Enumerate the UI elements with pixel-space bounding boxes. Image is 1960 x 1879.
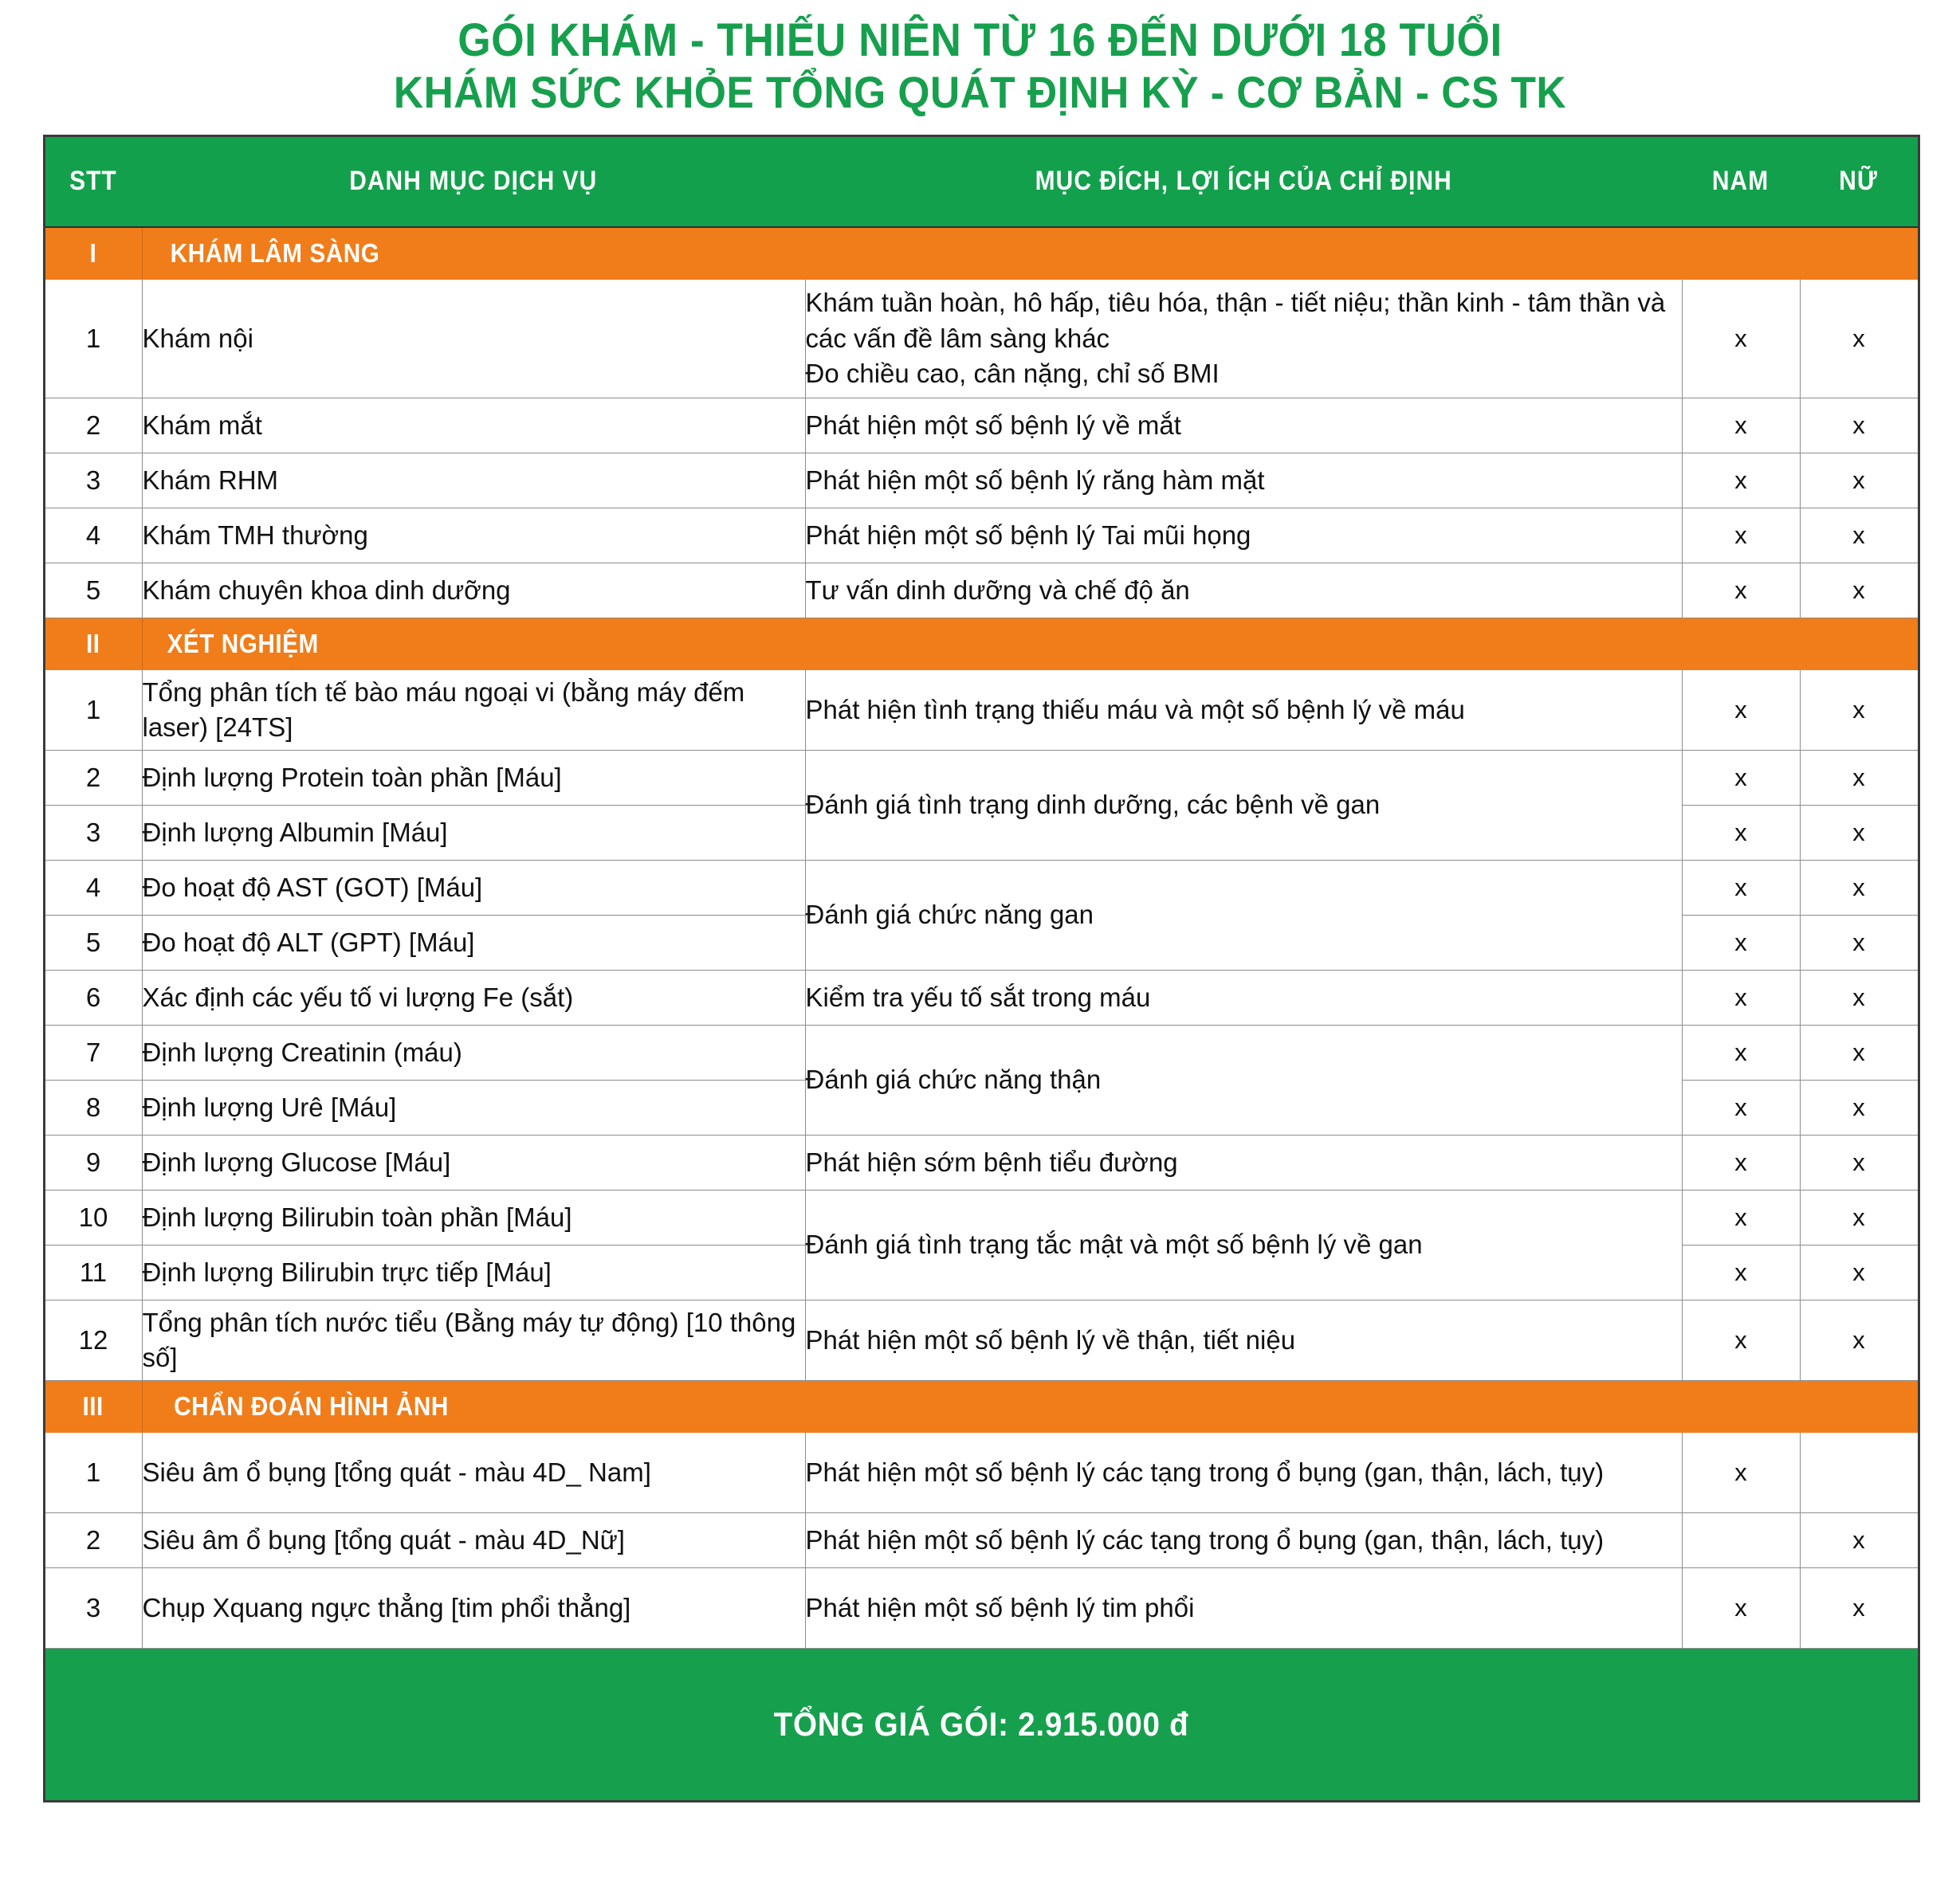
table-row <box>44 279 1919 398</box>
cell-purpose: Kiểm tra yếu tố sắt trong máu <box>805 970 1682 1025</box>
cell-purpose: Tư vấn dinh dưỡng và chế độ ăn <box>805 563 1682 618</box>
cell-stt: 1 <box>44 1432 142 1512</box>
table-row <box>44 1190 1919 1245</box>
cell-service-name: Định lượng Protein toàn phần [Máu] <box>142 750 805 805</box>
table-row <box>44 1135 1919 1190</box>
table-row <box>44 860 1919 915</box>
cell-male-mark: x <box>1682 1300 1800 1380</box>
cell-male-mark: x <box>1682 398 1800 453</box>
section-header-row <box>44 1380 1919 1432</box>
table-body <box>44 227 1919 1649</box>
section-label: XÉT NGHIỆM <box>142 618 805 669</box>
cell-service-name: Khám nội <box>142 279 805 398</box>
table-row <box>44 563 1919 618</box>
cell-female-mark: x <box>1800 563 1919 618</box>
section-blank-purpose <box>805 618 1682 669</box>
cell-service-name: Siêu âm ổ bụng [tổng quát - màu 4D_ Nam] <box>142 1432 805 1512</box>
section-label: CHẨN ĐOÁN HÌNH ẢNH <box>142 1380 805 1432</box>
cell-male-mark: x <box>1682 970 1800 1025</box>
section-blank-female <box>1800 1380 1919 1432</box>
cell-female-mark: x <box>1800 970 1919 1025</box>
cell-female-mark: x <box>1800 508 1919 563</box>
cell-service-name: Định lượng Bilirubin toàn phần [Máu] <box>142 1190 805 1245</box>
cell-stt: 6 <box>44 970 142 1025</box>
section-numeral: III <box>44 1380 142 1432</box>
cell-service-name: Tổng phân tích tế bào máu ngoại vi (bằng máy đếm laser) [24TS] <box>142 669 805 750</box>
cell-service-name: Định lượng Creatinin (máu) <box>142 1025 805 1080</box>
cell-service-name: Xác định các yếu tố vi lượng Fe (sắt) <box>142 970 805 1025</box>
cell-purpose: Phát hiện một số bệnh lý về mắt <box>805 398 1682 453</box>
cell-male-mark: x <box>1682 453 1800 508</box>
table-foot <box>44 1648 1919 1801</box>
cell-stt: 10 <box>44 1190 142 1245</box>
cell-service-name: Khám chuyên khoa dinh dưỡng <box>142 563 805 618</box>
cell-stt: 11 <box>44 1245 142 1300</box>
cell-female-mark: x <box>1800 805 1919 860</box>
section-blank-female <box>1800 227 1919 280</box>
table-row <box>44 1432 1919 1512</box>
table-row <box>44 508 1919 563</box>
cell-stt: 4 <box>44 860 142 915</box>
cell-service-name: Đo hoạt độ AST (GOT) [Máu] <box>142 860 805 915</box>
cell-purpose: Phát hiện sớm bệnh tiểu đường <box>805 1135 1682 1190</box>
cell-stt: 3 <box>44 453 142 508</box>
cell-stt: 1 <box>44 279 142 398</box>
section-header-row <box>44 227 1919 280</box>
table-row <box>44 1025 1919 1080</box>
cell-male-mark: x <box>1682 1080 1800 1135</box>
total-price-cell: TỔNG GIÁ GÓI: 2.915.000 đ <box>44 1648 1919 1801</box>
page-title <box>0 0 1960 117</box>
table-head <box>44 135 1919 227</box>
services-table <box>43 135 1920 1803</box>
cell-male-mark <box>1682 1512 1800 1567</box>
section-blank-male <box>1682 227 1800 280</box>
cell-service-name: Khám RHM <box>142 453 805 508</box>
cell-stt: 9 <box>44 1135 142 1190</box>
table-row <box>44 1512 1919 1567</box>
cell-female-mark: x <box>1800 860 1919 915</box>
cell-service-name: Đo hoạt độ ALT (GPT) [Máu] <box>142 915 805 970</box>
section-numeral: II <box>44 618 142 669</box>
cell-male-mark: x <box>1682 669 1800 750</box>
section-numeral: I <box>44 227 142 280</box>
cell-service-name: Định lượng Bilirubin trực tiếp [Máu] <box>142 1245 805 1300</box>
cell-female-mark: x <box>1800 1025 1919 1080</box>
cell-female-mark: x <box>1800 453 1919 508</box>
section-blank-male <box>1682 1380 1800 1432</box>
cell-service-name: Chụp Xquang ngực thẳng [tim phổi thẳng] <box>142 1567 805 1648</box>
cell-stt: 3 <box>44 805 142 860</box>
cell-male-mark: x <box>1682 1135 1800 1190</box>
cell-male-mark: x <box>1682 750 1800 805</box>
cell-service-name: Tổng phân tích nước tiểu (Bằng máy tự động) [10 thông số] <box>142 1300 805 1380</box>
cell-service-name: Siêu âm ổ bụng [tổng quát - màu 4D_Nữ] <box>142 1512 805 1567</box>
cell-purpose: Phát hiện một số bệnh lý răng hàm mặt <box>805 453 1682 508</box>
cell-stt: 2 <box>44 1512 142 1567</box>
cell-purpose: Phát hiện một số bệnh lý các tạng trong ổ bụng (gan, thận, lách, tụy) <box>805 1432 1682 1512</box>
cell-stt: 4 <box>44 508 142 563</box>
col-header-purpose: MỤC ĐÍCH, LỢI ÍCH CỦA CHỈ ĐỊNH <box>805 135 1682 227</box>
cell-female-mark: x <box>1800 915 1919 970</box>
cell-stt: 2 <box>44 750 142 805</box>
services-table-wrap <box>43 135 1918 1803</box>
cell-male-mark: x <box>1682 1567 1800 1648</box>
cell-stt: 5 <box>44 563 142 618</box>
cell-purpose: Đánh giá chức năng thận <box>805 1025 1682 1135</box>
table-row <box>44 669 1919 750</box>
col-header-male: NAM <box>1682 135 1800 227</box>
cell-purpose: Phát hiện tình trạng thiếu máu và một số bệnh lý về máu <box>805 669 1682 750</box>
cell-purpose: Khám tuần hoàn, hô hấp, tiêu hóa, thận - tiết niệu; thần kinh - tâm thần và các vấn đề lâm sàng khác Đo chiều cao, cân nặng, chỉ số BMI <box>805 279 1682 398</box>
cell-female-mark: x <box>1800 669 1919 750</box>
total-price-row <box>44 1648 1919 1801</box>
cell-purpose: Phát hiện một số bệnh lý Tai mũi họng <box>805 508 1682 563</box>
cell-female-mark: x <box>1800 1512 1919 1567</box>
section-blank-female <box>1800 618 1919 669</box>
cell-male-mark: x <box>1682 805 1800 860</box>
section-blank-male <box>1682 618 1800 669</box>
cell-purpose: Phát hiện một số bệnh lý các tạng trong ổ bụng (gan, thận, lách, tụy) <box>805 1512 1682 1567</box>
cell-female-mark: x <box>1800 1190 1919 1245</box>
cell-service-name: Định lượng Albumin [Máu] <box>142 805 805 860</box>
section-blank-purpose <box>805 227 1682 280</box>
cell-male-mark: x <box>1682 1432 1800 1512</box>
cell-stt: 2 <box>44 398 142 453</box>
cell-service-name: Định lượng Urê [Máu] <box>142 1080 805 1135</box>
table-row <box>44 750 1919 805</box>
cell-stt: 1 <box>44 669 142 750</box>
table-row <box>44 1567 1919 1648</box>
col-header-female: NỮ <box>1800 135 1919 227</box>
cell-female-mark: x <box>1800 1080 1919 1135</box>
cell-purpose: Đánh giá chức năng gan <box>805 860 1682 970</box>
cell-stt: 8 <box>44 1080 142 1135</box>
table-row <box>44 970 1919 1025</box>
table-row <box>44 453 1919 508</box>
section-label: KHÁM LÂM SÀNG <box>142 227 805 280</box>
cell-female-mark: x <box>1800 1567 1919 1648</box>
table-header-row <box>44 135 1919 227</box>
cell-male-mark: x <box>1682 563 1800 618</box>
table-row <box>44 398 1919 453</box>
cell-male-mark: x <box>1682 860 1800 915</box>
cell-male-mark: x <box>1682 1190 1800 1245</box>
cell-stt: 12 <box>44 1300 142 1380</box>
cell-purpose: Phát hiện một số bệnh lý về thận, tiết niệu <box>805 1300 1682 1380</box>
cell-stt: 5 <box>44 915 142 970</box>
cell-purpose: Đánh giá tình trạng dinh dưỡng, các bệnh về gan <box>805 750 1682 860</box>
cell-female-mark: x <box>1800 750 1919 805</box>
cell-stt: 7 <box>44 1025 142 1080</box>
page-title-line-1: GÓI KHÁM - THIẾU NIÊN TỪ 16 ĐẾN DƯỚI 18 TUỔI <box>458 14 1502 66</box>
page-title-line-2: KHÁM SỨC KHỎE TỔNG QUÁT ĐỊNH KỲ - CƠ BẢN - CS TK <box>393 66 1567 117</box>
cell-service-name: Khám TMH thường <box>142 508 805 563</box>
cell-female-mark: x <box>1800 279 1919 398</box>
col-header-service-name: DANH MỤC DỊCH VỤ <box>142 135 805 227</box>
cell-female-mark <box>1800 1432 1919 1512</box>
cell-female-mark: x <box>1800 1245 1919 1300</box>
cell-female-mark: x <box>1800 1300 1919 1380</box>
cell-service-name: Định lượng Glucose [Máu] <box>142 1135 805 1190</box>
cell-female-mark: x <box>1800 398 1919 453</box>
section-blank-purpose <box>805 1380 1682 1432</box>
cell-male-mark: x <box>1682 279 1800 398</box>
col-header-stt: STT <box>44 135 142 227</box>
cell-service-name: Khám mắt <box>142 398 805 453</box>
cell-purpose: Đánh giá tình trạng tắc mật và một số bệnh lý về gan <box>805 1190 1682 1300</box>
cell-male-mark: x <box>1682 508 1800 563</box>
section-header-row <box>44 618 1919 669</box>
cell-purpose: Phát hiện một số bệnh lý tim phổi <box>805 1567 1682 1648</box>
table-row <box>44 1300 1919 1380</box>
cell-male-mark: x <box>1682 1245 1800 1300</box>
cell-stt: 3 <box>44 1567 142 1648</box>
cell-female-mark: x <box>1800 1135 1919 1190</box>
cell-male-mark: x <box>1682 915 1800 970</box>
cell-male-mark: x <box>1682 1025 1800 1080</box>
